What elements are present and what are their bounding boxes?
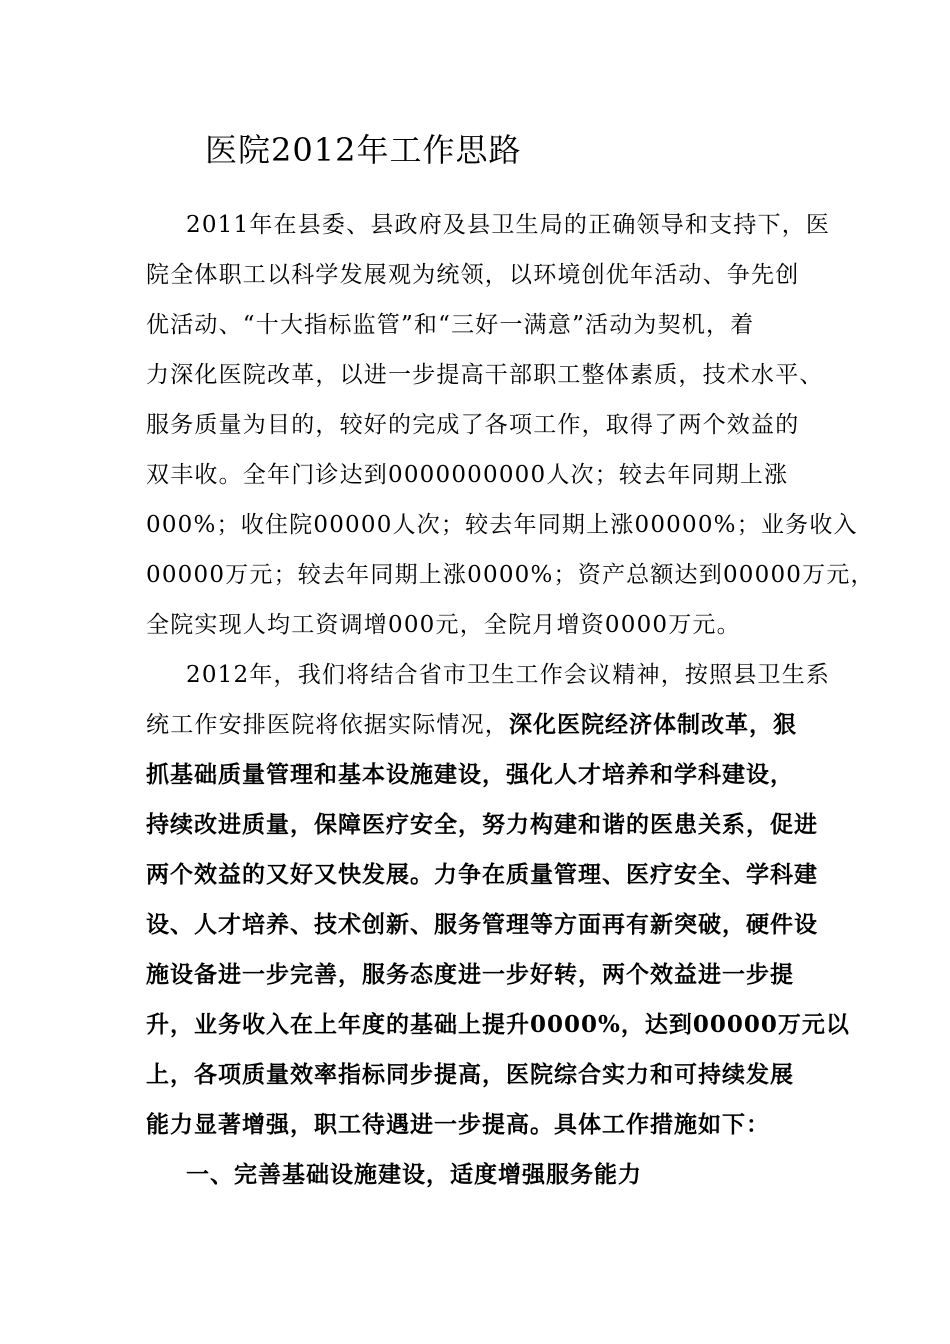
paragraph-1-line: 优活动、“十大指标监管”和“三好一满意”活动为契机，着 xyxy=(146,312,755,338)
paragraph-2-bold-line: 两个效益的又好又快发展。力争在质量管理、医疗安全、学科建 xyxy=(146,861,818,888)
paragraph-1-line: 2011年在县委、县政府及县卫生局的正确领导和支持下，医 xyxy=(186,212,831,238)
paragraph-2-bold-line: 抓基础质量管理和基本设施建设，强化人才培养和学科建设， xyxy=(146,761,794,788)
paragraph-1-line: 院全体职工以科学发展观为统领，以环境创优年活动、争先创 xyxy=(146,262,800,288)
section-1-heading: 一、完善基础设施建设，适度增强服务能力 xyxy=(186,1161,642,1188)
paragraph-2-bold-line: 能力显著增强，职工待遇进一步提高。具体工作措施如下： xyxy=(146,1111,770,1138)
paragraph-2-bold-text: 深化医院经济体制改革，狠 xyxy=(509,711,797,738)
paragraph-1-line: 00000万元；较去年同期上涨0000%；资产总额达到00000万元， xyxy=(146,562,875,588)
paragraph-1-line: 服务质量为目的，较好的完成了各项工作，取得了两个效益的 xyxy=(146,412,800,438)
paragraph-2-bold-line: 施设备进一步完善，服务态度进一步好转，两个效益进一步提 xyxy=(146,961,794,988)
paragraph-2-bold-line: 升，业务收入在上年度的基础上提升0000%，达到00000万元以 xyxy=(146,1011,850,1038)
paragraph-2-line: 2012年，我们将结合省市卫生工作会议精神，按照县卫生系 xyxy=(186,662,831,688)
paragraph-1-line: 双丰收。全年门诊达到0000000000人次；较去年同期上涨 xyxy=(146,462,789,488)
paragraph-2-line xyxy=(146,709,846,741)
paragraph-1-line: 000%；收住院00000人次；较去年同期上涨00000%；业务收入 xyxy=(146,512,858,538)
paragraph-2-plain-text: 统工作安排医院将依据实际情况， xyxy=(146,712,509,738)
paragraph-2-bold-line: 上，各项质量效率指标同步提高，医院综合实力和可持续发展 xyxy=(146,1061,794,1088)
document-title: 医院2012年工作思路 xyxy=(205,131,522,169)
paragraph-2-bold-line: 设、人才培养、技术创新、服务管理等方面再有新突破，硬件设 xyxy=(146,911,818,938)
paragraph-1-line: 力深化医院改革，以进一步提高干部职工整体素质，技术水平、 xyxy=(146,362,824,388)
paragraph-1-line: 全院实现人均工资调增000元，全院月增资0000万元。 xyxy=(146,612,741,638)
paragraph-2-bold-line: 持续改进质量，保障医疗安全，努力构建和谐的医患关系，促进 xyxy=(146,811,818,838)
